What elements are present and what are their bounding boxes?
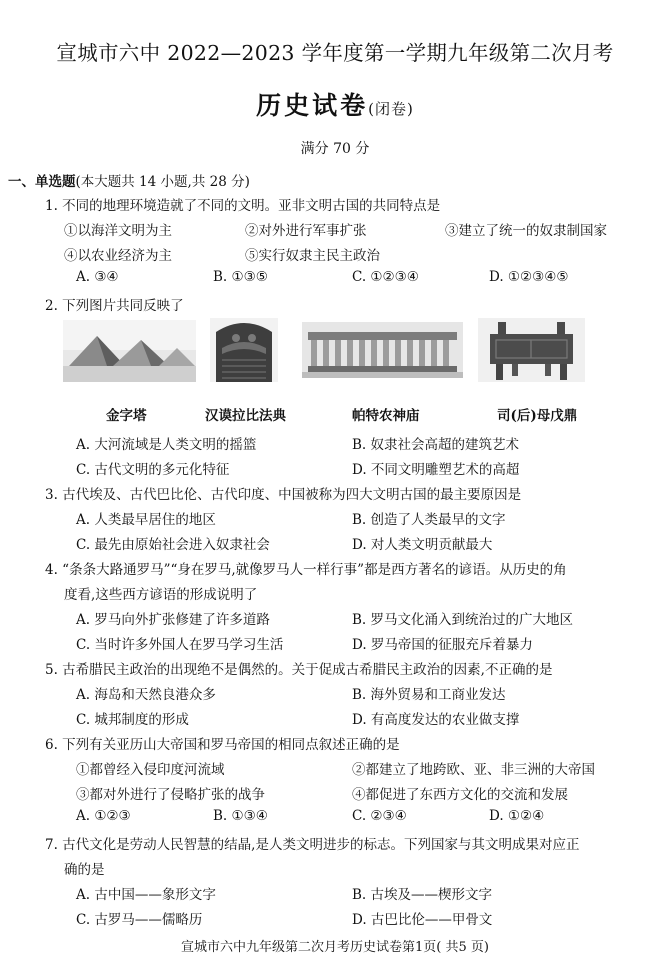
section-label: 一、单选题 <box>8 174 76 190</box>
q3-option-b: B. 创造了人类最早的文字 <box>352 512 506 528</box>
q4-option-b: B. 罗马文化涌入到统治过的广大地区 <box>352 612 574 628</box>
pyramids-image <box>63 320 196 382</box>
q1-item-4: ④以农业经济为主 <box>64 248 172 264</box>
section-heading <box>8 170 250 190</box>
q7-option-d: D. 古巴比伦——甲骨文 <box>352 912 493 928</box>
q1-item-5: ⑤实行奴隶主民主政治 <box>245 248 380 264</box>
q1-item-1: ①以海洋文明为主 <box>64 223 172 239</box>
q2-option-a: A. 大河流域是人类文明的摇篮 <box>76 437 257 453</box>
q1-option-b: B. ①③⑤ <box>213 269 268 285</box>
q6-option-c: C. ②③④ <box>352 808 407 824</box>
q1-option-a: A. ③④ <box>76 269 119 285</box>
q4-stem-line2: 度看,这些西方谚语的形成说明了 <box>64 587 258 603</box>
code-of-hammurabi-image <box>210 318 278 382</box>
q5-option-a: A. 海岛和天然良港众多 <box>76 687 216 703</box>
q4-option-a: A. 罗马向外扩张修建了许多道路 <box>76 612 270 628</box>
q2-stem: 2. 下列图片共同反映了 <box>45 298 184 314</box>
q4-stem-line1: 4. “条条大路通罗马”“身在罗马,就像罗马人一样行事”都是西方著名的谚语。从历史的角 <box>45 562 567 578</box>
q3-option-c: C. 最先由原始社会进入奴隶社会 <box>76 537 270 553</box>
picture-label-hammurabi: 汉谟拉比法典 <box>205 408 286 424</box>
q1-item-2: ②对外进行军事扩张 <box>245 223 367 239</box>
q6-item-1: ①都曾经入侵印度河流域 <box>76 762 225 778</box>
simuwu-ding-image <box>478 318 585 382</box>
q2-option-c: C. 古代文明的多元化特征 <box>76 462 230 478</box>
section-note: (本大题共 14 小题,共 28 分) <box>75 174 250 190</box>
page-footer: 宣城市六中九年级第二次月考历史试卷第1页( 共5 页) <box>181 940 489 955</box>
q6-option-b: B. ①③④ <box>213 808 268 824</box>
q5-stem: 5. 古希腊民主政治的出现绝不是偶然的。关于促成古希腊民主政治的因素,不正确的是 <box>45 662 553 678</box>
q6-option-a: A. ①②③ <box>76 808 131 824</box>
score-line: 满分 70 分 <box>300 141 370 157</box>
q4-option-d: D. 罗马帝国的征服充斥着暴力 <box>352 637 533 653</box>
q6-option-d: D. ①②④ <box>489 808 545 824</box>
school-title: 宣城市六中 2022—2023 学年度第一学期九年级第二次月考 <box>56 41 614 65</box>
q7-stem-line1: 7. 古代文化是劳动人民智慧的结晶,是人类文明进步的标志。下列国家与其文明成果对应正 <box>45 837 580 853</box>
q6-stem: 6. 下列有关亚历山大帝国和罗马帝国的相同点叙述正确的是 <box>45 737 400 753</box>
parthenon-image <box>302 322 463 378</box>
q4-option-c: C. 当时许多外国人在罗马学习生活 <box>76 637 284 653</box>
q1-stem: 1. 不同的地理环境造就了不同的文明。亚非文明古国的共同特点是 <box>45 198 441 214</box>
q5-option-d: D. 有高度发达的农业做支撑 <box>352 712 520 728</box>
subject-title-sub: (闭卷) <box>368 100 414 118</box>
q2-option-b: B. 奴隶社会高超的建筑艺术 <box>352 437 520 453</box>
q6-item-2: ②都建立了地跨欧、亚、非三洲的大帝国 <box>352 762 595 778</box>
q7-stem-line2: 确的是 <box>64 862 105 878</box>
q6-item-4: ④都促进了东西方文化的交流和发展 <box>352 787 568 803</box>
q1-option-c: C. ①②③④ <box>352 269 419 285</box>
q2-option-d: D. 不同文明雕塑艺术的高超 <box>352 462 520 478</box>
q6-item-3: ③都对外进行了侵略扩张的战争 <box>76 787 265 803</box>
picture-label-ding: 司(后)母戊鼎 <box>497 408 578 424</box>
q1-item-3: ③建立了统一的奴隶制国家 <box>445 223 607 239</box>
q5-option-c: C. 城邦制度的形成 <box>76 712 189 728</box>
subject-title-main: 历史试卷 <box>256 91 369 120</box>
q7-option-b: B. 古埃及——楔形文字 <box>352 887 493 903</box>
q3-option-d: D. 对人类文明贡献最大 <box>352 537 493 553</box>
q1-option-d: D. ①②③④⑤ <box>489 269 569 285</box>
picture-label-parthenon: 帕特农神庙 <box>352 408 420 424</box>
picture-label-pyramids: 金字塔 <box>106 408 147 424</box>
q5-option-b: B. 海外贸易和工商业发达 <box>352 687 506 703</box>
q3-stem: 3. 古代埃及、古代巴比伦、古代印度、中国被称为四大文明古国的最主要原因是 <box>45 487 522 503</box>
q7-option-c: C. 古罗马——儒略历 <box>76 912 203 928</box>
q3-option-a: A. 人类最早居住的地区 <box>76 512 216 528</box>
q7-option-a: A. 古中国——象形文字 <box>76 887 216 903</box>
subject-title <box>0 86 670 122</box>
